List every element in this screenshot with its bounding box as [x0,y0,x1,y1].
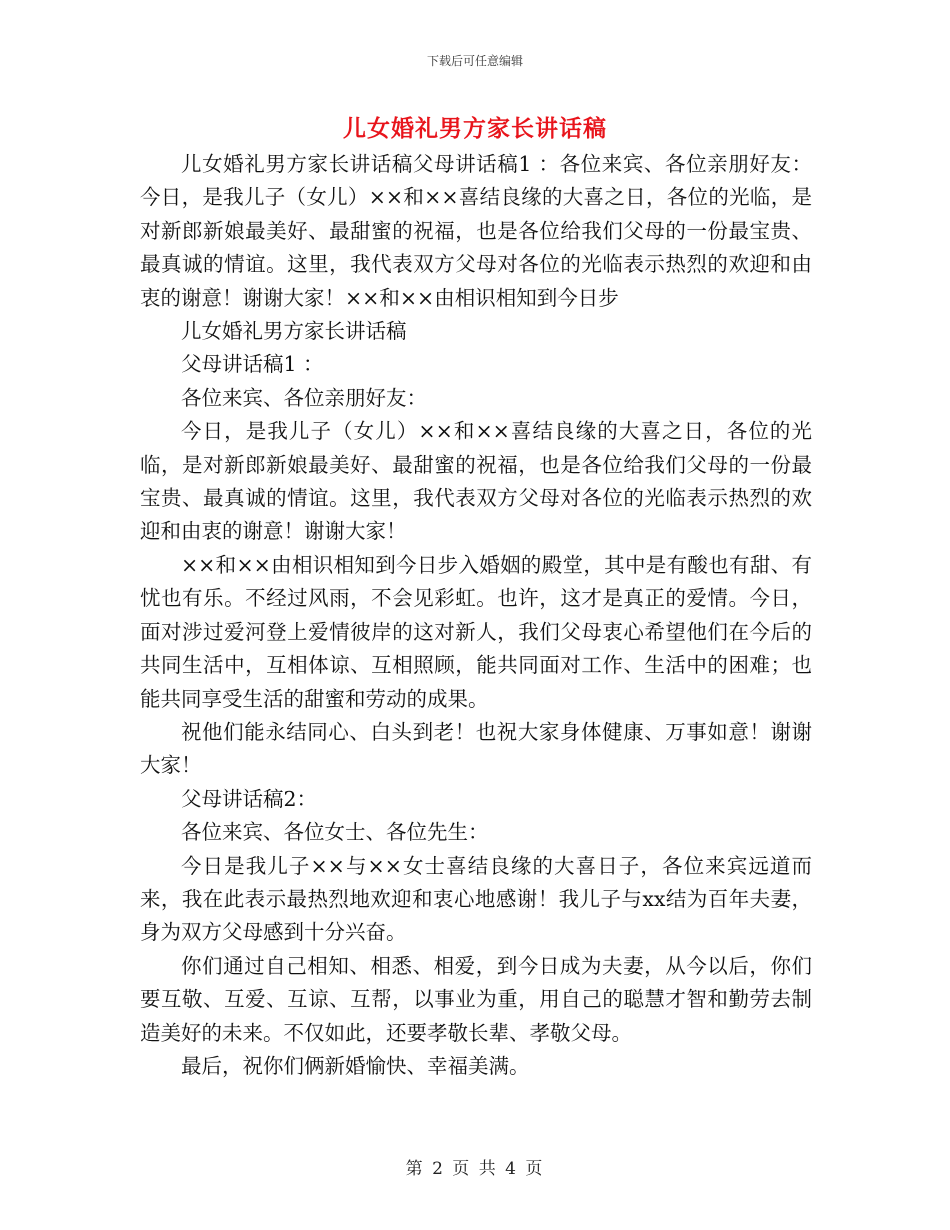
document-title: 儿女婚礼男方家长讲话稿 [343,115,607,142]
paragraph-speech1-salutation: 各位来宾、各位亲朋好友： [181,385,427,410]
paragraph-speech2-advice: 你们通过自己相知、相悉、相爱，到今日成为夫妻，从今以后，你们要互敬、互爱、互谅、互帮，以事业为重，用自己的聪慧才智和勤劳去制造美好的未来。不仅如此，还要孝敬长辈、孝敬父母。 [140,953,812,1045]
paragraph-subtitle: 儿女婚礼男方家长讲话稿 [181,319,407,344]
paragraph-speech2-welcome: 今日是我儿子××与××女士喜结良缘的大喜日子，各位来宾远道而来，我在此表示最热烈地欢迎和衷心地感谢！我儿子与xx结为百年夫妻，身为双方父母感到十分兴奋。 [140,853,812,945]
paragraph-speech2-salutation: 各位来宾、各位女士、各位先生： [181,820,489,845]
paragraph-speech1-heading: 父母讲话稿1 ： [181,352,324,377]
paragraph-speech1-welcome: 今日，是我儿子（女儿）××和××喜结良缘的大喜之日，各位的光临，是对新郎新娘最美好、最甜蜜的祝福，也是各位给我们父母的一份最宝贵、最真诚的情谊。这里，我代表双方父母对各位的光临表示热烈的欢迎和由衷的谢意！谢谢大家！ [140,419,812,544]
paragraph-speech1-wishes: ××和××由相识相知到今日步入婚姻的殿堂，其中是有酸也有甜、有忧也有乐。不经过风雨，不会见彩虹。也许，这才是真正的爱情。今日，面对涉过爱河登上爱情彼岸的这对新人，我们父母衷心希望他们在今后的共同生活中，互相体谅、互相照顾，能共同面对工作、生活中的困难；也能共同享受生活的甜蜜和劳动的成果。 [140,552,812,711]
page-number-footer: 第 2 页 共 4 页 [405,1159,545,1179]
paragraph-speech2-heading: 父母讲话稿2： [181,786,318,811]
page-header: 下载后可任意编辑 [426,54,523,68]
document-body [140,148,812,1083]
paragraph-speech2-closing: 最后，祝你们俩新婚愉快、幸福美满。 [181,1053,530,1078]
paragraph-intro-summary: 儿女婚礼男方家长讲话稿父母讲话稿1 ：各位来宾、各位亲朋好友：今日，是我儿子（女儿）××和××喜结良缘的大喜之日，各位的光临，是对新郎新娘最美好、最甜蜜的祝福，也是各位给我们父母的一份最宝贵、最真诚的情谊。这里，我代表双方父母对各位的光临表示热烈的欢迎和由衷的谢意！谢谢大家！××和××由相识相知到今日步 [140,152,812,310]
paragraph-speech1-closing: 祝他们能永结同心、白头到老！也祝大家身体健康、万事如意！谢谢大家！ [140,719,812,778]
